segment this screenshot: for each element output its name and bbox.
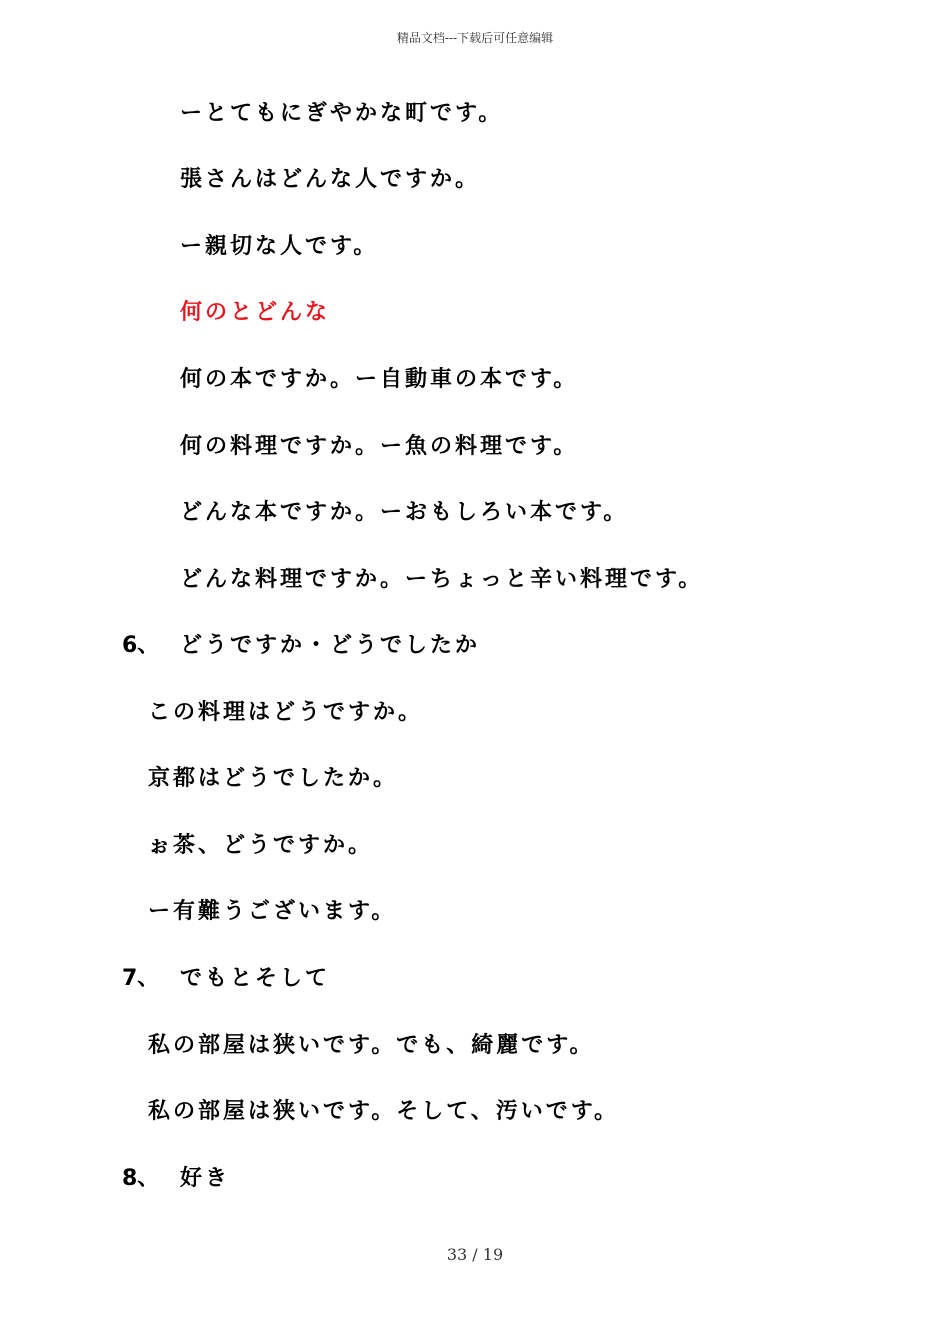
text-line: 何の料理ですか。ー魚の料理です。 <box>180 434 579 459</box>
text-line: この料理はどうですか。 <box>148 700 424 725</box>
text-line: 京都はどうでしたか。 <box>148 766 399 791</box>
text-line: 張さんはどんな人ですか。 <box>180 167 481 192</box>
text-line: どんな料理ですか。ーちょっと辛い料理です。 <box>180 567 704 592</box>
section-title: どうですか・どうでしたか <box>180 633 481 658</box>
section-heading-7 <box>122 964 330 994</box>
text-line: ぉ茶、どうですか。 <box>148 833 374 858</box>
text-line: ー有難うございます。 <box>148 899 397 924</box>
section-number: 8、 <box>122 1166 160 1191</box>
highlighted-subheading: 何のとどんな <box>180 300 331 325</box>
section-heading-6 <box>122 631 480 661</box>
text-line: 何の本ですか。ー自動車の本です。 <box>180 367 579 392</box>
text-line: 私の部屋は狭いです。そして、汚いです。 <box>148 1099 620 1124</box>
text-line: ー親切な人です。 <box>180 234 379 259</box>
section-title: 好き <box>180 1166 231 1191</box>
section-number: 7、 <box>122 966 160 991</box>
text-line: 私の部屋は狭いです。でも、綺麗です。 <box>148 1033 595 1058</box>
text-line: ーとてもにぎやかな町です。 <box>180 101 504 126</box>
page-header: 精品文档---下载后可任意编辑 <box>396 31 554 45</box>
section-heading-8 <box>122 1164 230 1194</box>
page-number: 33 / 19 <box>446 1245 504 1264</box>
text-line: どんな本ですか。ーおもしろい本です。 <box>180 500 629 525</box>
section-title: でもとそして <box>180 966 331 991</box>
section-number: 6、 <box>122 633 160 658</box>
